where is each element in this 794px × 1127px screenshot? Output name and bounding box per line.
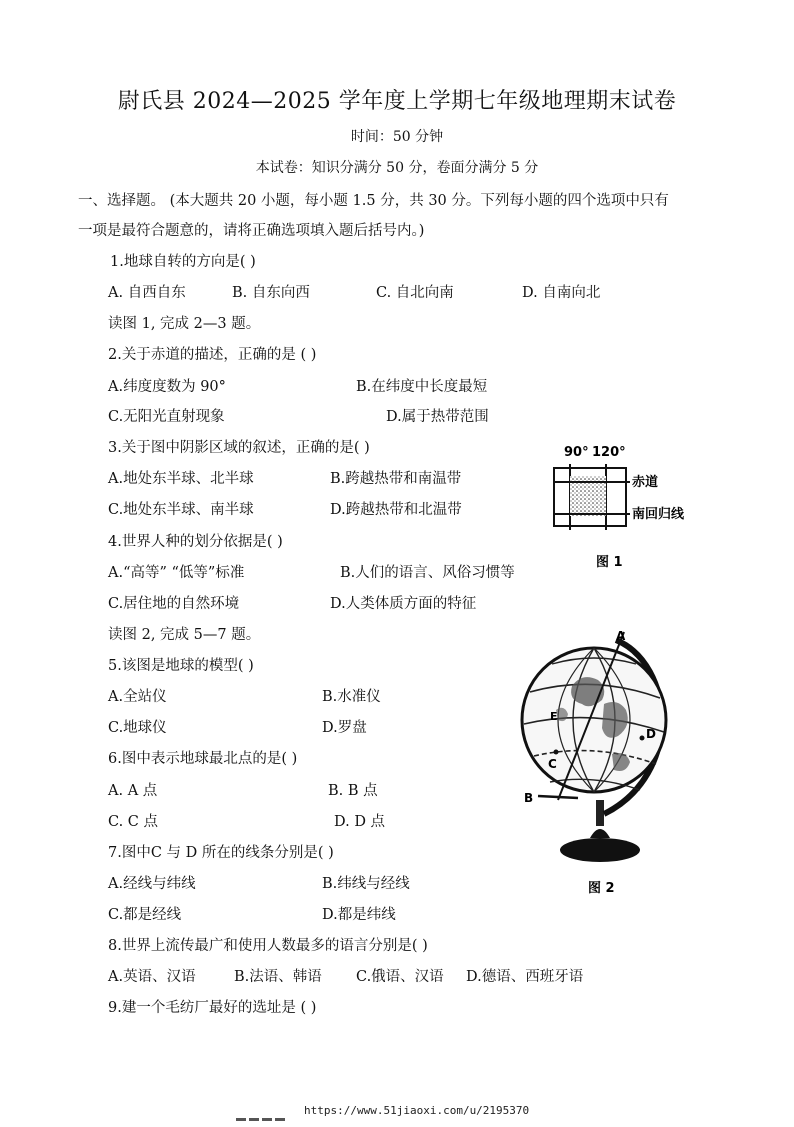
q7-option-d: D.都是纬线	[322, 907, 396, 923]
globe-point-c	[554, 750, 559, 755]
q5-option-c: C.地球仪	[108, 720, 167, 736]
globe-label-b: B	[524, 791, 534, 805]
q5-option-d: D.罗盘	[322, 720, 367, 736]
q7-stem: 7.图中C 与 D 所在的线条分别是( )	[108, 845, 334, 861]
q6-option-b: B. B 点	[328, 783, 378, 799]
q8-option-c: C.俄语、汉语	[356, 969, 444, 985]
q4-option-a: A.“高等” “低等”标准	[108, 565, 245, 581]
section-instructions-line2: 一项是最符合题意的，请将正确选项填入题后括号内。)	[78, 223, 425, 239]
globe-stand-post	[596, 800, 604, 826]
q9-stem: 9.建一个毛纺厂最好的选址是 ( )	[108, 1000, 317, 1016]
q4-option-d: D.人类体质方面的特征	[330, 596, 477, 612]
q8-option-b: B.法语、韩语	[234, 969, 322, 985]
q4-option-c: C.居住地的自然环境	[108, 596, 240, 612]
q1-option-b: B. 自东向西	[232, 285, 310, 301]
q2-stem: 2.关于赤道的描述，正确的是 ( )	[108, 347, 317, 363]
q5-option-b: B.水准仪	[322, 689, 381, 705]
fig1-equator-label: 赤道	[632, 475, 659, 490]
q5-stem: 5.该图是地球的模型( )	[108, 658, 254, 674]
globe-label-a: A	[616, 629, 626, 643]
q3-option-c: C.地处东半球、南半球	[108, 502, 254, 518]
globe-label-d: D	[646, 727, 656, 741]
fig1-lon-90-label: 90°	[564, 445, 589, 460]
read-figure2-instruction: 读图 2, 完成 5—7 题。	[108, 627, 261, 643]
q6-option-c: C. C 点	[108, 814, 158, 830]
q6-stem: 6.图中表示地球最北点的是( )	[108, 751, 298, 767]
q8-stem: 8.世界上流传最广和使用人数最多的语言分别是( )	[108, 938, 428, 954]
q4-option-b: B.人们的语言、风俗习惯等	[340, 565, 515, 581]
globe-label-c: C	[548, 757, 557, 771]
q8-option-d: D.德语、西班牙语	[466, 969, 584, 985]
q7-option-b: B.纬线与经线	[322, 876, 410, 892]
q3-option-a: A.地处东半球、北半球	[108, 471, 254, 487]
q6-option-d: D. D 点	[334, 814, 386, 830]
q4-stem: 4.世界人种的划分依据是( )	[108, 534, 283, 550]
read-figure1-instruction: 读图 1, 完成 2—3 题。	[108, 316, 261, 332]
footer-url[interactable]: https://www.51jiaoxi.com/u/2195370	[304, 1104, 530, 1117]
globe-stand-neck	[590, 829, 610, 838]
q3-option-d: D.跨越热带和北温带	[330, 502, 462, 518]
section-instructions-line1: 一、选择题。 (本大题共 20 小题，每小题 1.5 分，共 30 分。下列每小题的四个选项中只有	[78, 193, 669, 209]
q3-stem: 3.关于图中阴影区域的叙述，正确的是( )	[108, 440, 370, 456]
globe-label-e: E	[550, 710, 558, 723]
q5-option-a: A.全站仪	[108, 689, 167, 705]
fig1-tropic-label: 南回归线	[632, 507, 685, 522]
figure-2-globe	[512, 624, 682, 904]
globe-b-pointer	[538, 796, 578, 798]
footer-logo-mark	[236, 1108, 248, 1112]
q1-option-a: A. 自西自东	[108, 285, 186, 301]
q2-option-d: D.属于热带范围	[386, 409, 489, 425]
fig2-caption: 图 2	[588, 881, 615, 896]
globe-base	[560, 838, 640, 862]
score-info: 本试卷：知识分满分 50 分，卷面分满分 5 分	[255, 160, 539, 176]
q2-option-b: B.在纬度中长度最短	[356, 379, 488, 395]
fig1-caption: 图 1	[596, 555, 623, 570]
globe-point-d	[640, 736, 645, 741]
footer-logo-icon	[236, 1117, 288, 1123]
q1-stem: 1.地球自转的方向是( )	[110, 254, 256, 270]
q8-option-a: A.英语、汉语	[108, 969, 196, 985]
q2-option-a: A.纬度度数为 90°	[108, 379, 226, 395]
q7-option-c: C.都是经线	[108, 907, 182, 923]
q1-option-c: C. 自北向南	[376, 285, 454, 301]
q7-option-a: A.经线与纬线	[108, 876, 196, 892]
fig1-lon-120-label: 120°	[592, 445, 626, 460]
q2-option-c: C.无阳光直射现象	[108, 409, 225, 425]
exam-time: 时间：50 分钟	[350, 129, 444, 145]
page-title: 尉氏县 2024—2025 学年度上学期七年级地理期末试卷	[117, 89, 677, 114]
q3-option-b: B.跨越热带和南温带	[330, 471, 462, 487]
figure-1-map	[540, 438, 710, 578]
q6-option-a: A. A 点	[108, 783, 158, 799]
q1-option-d: D. 自南向北	[522, 285, 601, 301]
